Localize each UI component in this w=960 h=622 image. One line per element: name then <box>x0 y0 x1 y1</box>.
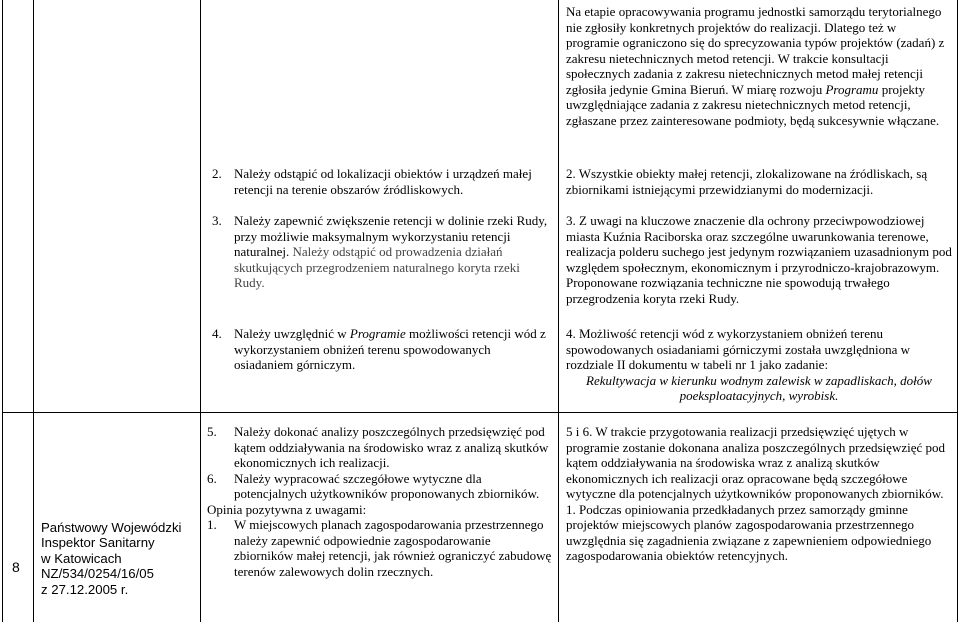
remark-1-text: W miejscowych planach zagospodarowania przestrzennego należy zapewnić odpowiednie zagospodarowanie zbiorników małej retencji, jak również ograniczyć zabudowę terenów zalewowych dolin rzecznych. <box>234 517 552 579</box>
remark-1-response: 1. Podczas opiniowania przedkładanych przez samorządy gminne projektów miejscowych planów zagospodarowania przestrzennego uwzględnia się zagadnienia związane z zapewnieniem odpowiedniego zagospodarowania obiektów retencyjnych. <box>566 501 932 563</box>
item-4-number: 4. <box>212 326 222 341</box>
item-5-text: Należy dokonać analizy poszczególnych przedsięwzięć pod kątem oddziaływania na środowisko wraz z analizą skutków ekonomicznych ich realizacji. <box>234 424 549 470</box>
top-right-paragraph <box>566 4 952 128</box>
item-4-text: Należy uwzględnić w Programie możliwości retencji wód z wykorzystaniem obniżeń terenu spowodowanych osiadaniem górniczym. <box>234 326 546 372</box>
item-3-number: 3. <box>212 213 222 228</box>
authority-line-4: NZ/534/0254/16/05 <box>41 566 154 582</box>
item-2-response: 2. Wszystkie obiekty małej retencji, zlokalizowane na źródliskach, są zbiornikami istniejącymi przewidzianymi do modernizacji. <box>566 166 928 197</box>
item-4-response: 4. Możliwość retencji wód z wykorzystaniem obniżeń terenu spowodowanych osiadaniami górniczymi została uwzględniona w rozdziale II dokumentu w tabeli nr 1 jako zadanie: <box>566 326 911 372</box>
col-divider-3 <box>558 0 559 622</box>
item-2-number: 2. <box>212 166 222 181</box>
row-number: 8 <box>12 559 20 575</box>
item-6-text: Należy wypracować szczegółowe wytyczne dla potencjalnych użytkowników proponowanych zbiorników. <box>234 470 540 501</box>
col-divider-1 <box>33 0 34 622</box>
authority <box>41 520 197 597</box>
item-4-left <box>212 326 552 373</box>
item-3-left <box>212 213 552 291</box>
authority-line-5: z 27.12.2005 r. <box>41 581 129 597</box>
top-right-text: Na etapie opracowywania programu jednostki samorządu terytorialnego nie zgłosiły konkretnych projektów do realizacji. Dlatego też w programie ograniczono się do sprecyzowania typów projektów (zadań) z zakresu nietechnicznych metod retencji. W trakcie konsultacji społecznych zadania z zakresu nietechnicznych metod małej retencji zgłosiła jedynie Gmina Bieruń. W miarę rozwoju Programu projekty uwzględniające zadania z zakresu nietechnicznych metod retencji, zgłaszane przez zainteresowane podmioty, będą sukcesywnie włączane. <box>566 4 945 128</box>
item-2-left <box>212 166 552 197</box>
item-3-right <box>566 213 952 306</box>
item-3-text: Należy zapewnić zwiększenie retencji w dolinie rzeki Rudy, przy możliwie maksymalnym wykorzystaniu retencji naturalnej. Należy odstąpić od prowadzenia działań skutkujących przegrodzeniem naturalnego koryta rzeki Rudy. <box>234 213 548 290</box>
item-4-right <box>566 326 952 404</box>
authority-line-3: w Katowicach <box>41 550 122 566</box>
item-5-6-left <box>207 424 553 579</box>
opinion-heading: Opinia pozytywna z uwagami: <box>207 501 367 517</box>
item-5-number: 5. <box>207 424 217 439</box>
authority-line-2: Inspektor Sanitarny <box>41 535 155 551</box>
item-3-response: 3. Z uwagi na kluczowe znaczenie dla ochrony przeciwpowodziowej miasta Kuźnia Raciborska oraz szczególne uwarunkowania terenowe, realizacja polderu suchego jest jedynym rozwiązaniem uzasadnionym pod względem społecznym, ekonomicznym i przyrodniczo-krajobrazowym. Proponowane rozwiązania techniczne nie spowodują trwałego przegrodzenia koryta rzeki Rudy. <box>566 213 952 306</box>
item-6-number: 6. <box>207 470 217 486</box>
item-2-right <box>566 166 952 197</box>
item-5-6-right <box>566 424 952 564</box>
row-divider <box>2 412 958 413</box>
table-border-right <box>957 0 958 622</box>
authority-line-1: Państwowy Wojewódzki <box>41 520 182 535</box>
remark-1-number: 1. <box>207 517 217 532</box>
item-4-task: Rekultywacja w kierunku wodnym zalewisk w zapadliskach, dołów poeksploatacyjnych, wyrobisk. <box>586 372 932 403</box>
item-2-text: Należy odstąpić od lokalizacji obiektów i urządzeń małej retencji na terenie obszarów źródliskowych. <box>234 166 532 197</box>
col-divider-2 <box>200 0 201 622</box>
table-border-left <box>2 0 3 622</box>
item-5-6-response: 5 i 6. W trakcie przygotowania realizacji przedsięwzięć ujętych w programie zostanie dokonana analiza poszczególnych przedsięwzięć pod kątem oddziaływania na środowiska wraz z analizą skutków ekonomicznych ich realizacji oraz opracowane będą szczegółowe wytyczne dla potencjalnych użytkowników proponowanych zbiorników. <box>566 424 945 501</box>
